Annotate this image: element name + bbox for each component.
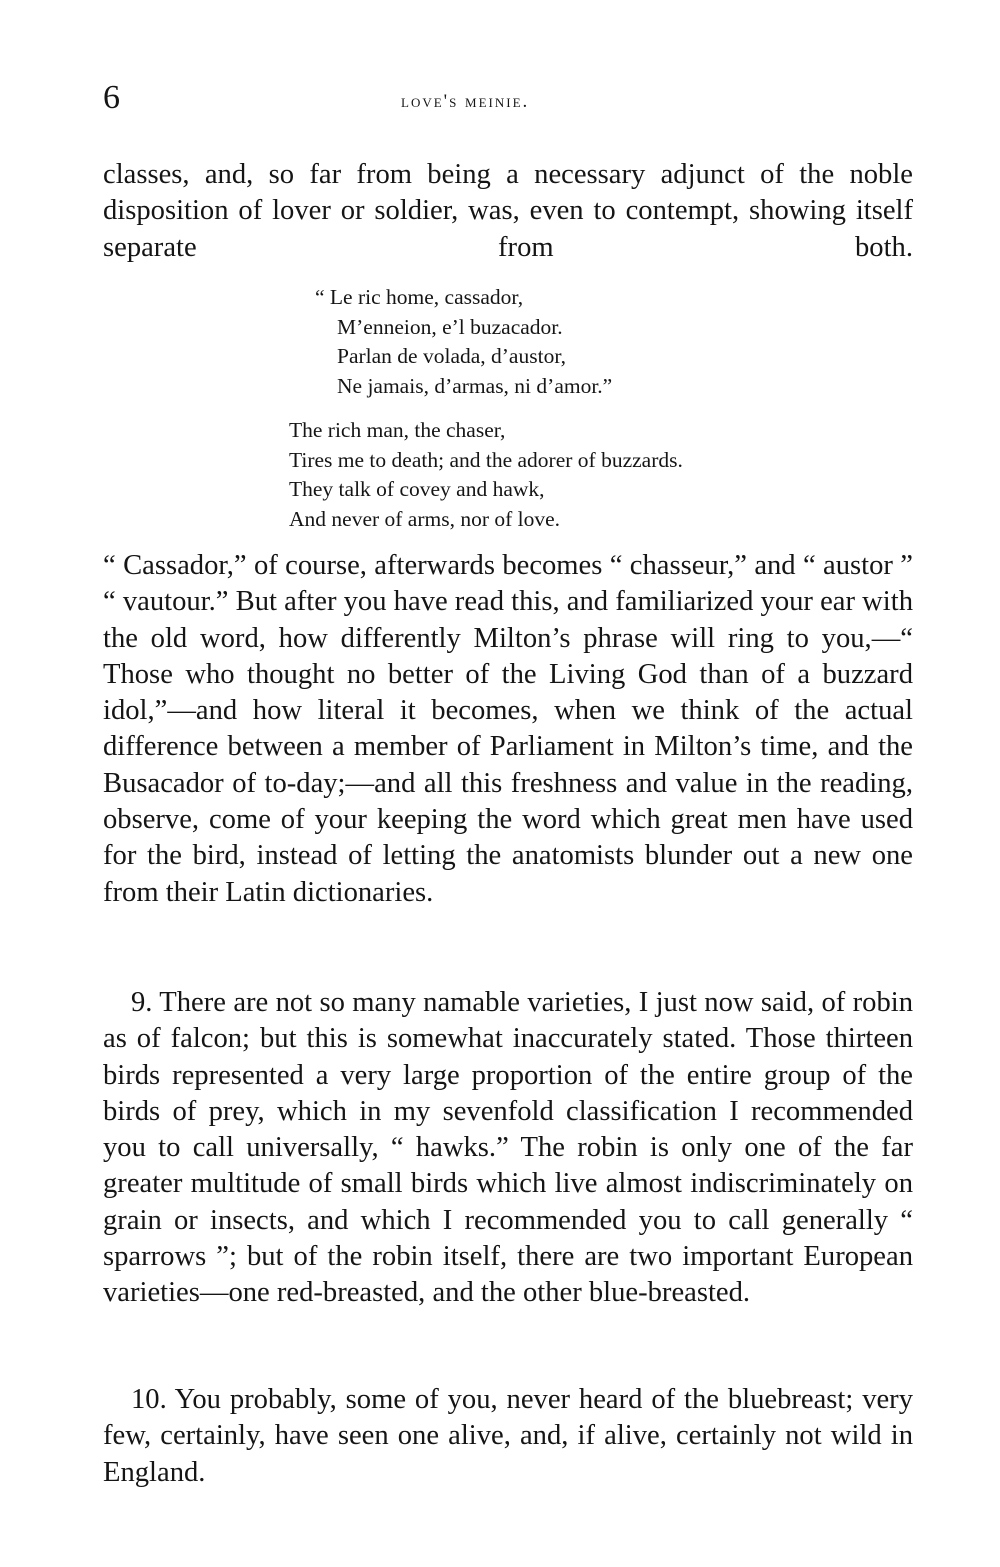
verse-line: Parlan de volada, d’austor, <box>337 344 566 369</box>
translation-line: The rich man, the chaser, <box>289 418 506 442</box>
translation-line: And never of arms, nor of love. <box>289 506 561 531</box>
provencal-verse <box>315 283 612 401</box>
running-title: love's meinie. <box>401 91 530 112</box>
verse-line: M’enneion, e’l buzacador. <box>337 314 563 339</box>
paragraph-cassador-note: “ Cassador,” of course, afterwards becomes “ chasseur,” and “ austor ” “ vautour.” But after you have read this, and familiarized your ear with the old word, how differently Milton’s phrase will ring to you,—“ Those who thought no better of the Living God than of a buzzard idol,”—and how literal it becomes, when we think of the actual difference between a member of Parliament in Milton’s time, and the Busacador of to-day;—and all this freshness and value in the reading, observe, come of your keeping the word which great men have used for the bird, instead of letting the anatomists blunder out a new one from their Latin dictionaries. <box>103 550 913 908</box>
translation-line: Tires me to death; and the adorer of buzzards. <box>289 447 683 472</box>
paragraph-section-10: 10. You probably, some of you, never heard of the bluebreast; very few, certainly, have seen one alive, and, if alive, certainly not wild in England. <box>103 1384 913 1488</box>
page-number: 6 <box>103 79 120 116</box>
verse-line: “ Le ric home, cassador, <box>315 285 524 309</box>
translation-line: They talk of covey and hawk, <box>289 477 545 502</box>
verse-translation <box>289 416 683 534</box>
paragraph-continued-opening: classes, and, so far from being a necessary adjunct of the noble disposition of lover or soldier, was, even to contempt, showing itself separate from both. <box>103 159 913 263</box>
verse-line: Ne jamais, d’armas, ni d’amor.” <box>337 373 613 398</box>
paragraph-section-9: 9. There are not so many namable varieties, I just now said, of robin as of falcon; but this is somewhat inaccurately stated. Those thirteen birds represented a very large proportion of the entire group of the birds of prey, which in my sevenfold classification I recommended you to call universally, “ hawks.” The robin is only one of the far greater multitude of small birds which live almost indiscriminately on grain or insects, and which I recommended you to call generally “ sparrows ”; but of the robin itself, there are two important European varieties—one red-breasted, and the other blue-breasted. <box>103 987 913 1309</box>
